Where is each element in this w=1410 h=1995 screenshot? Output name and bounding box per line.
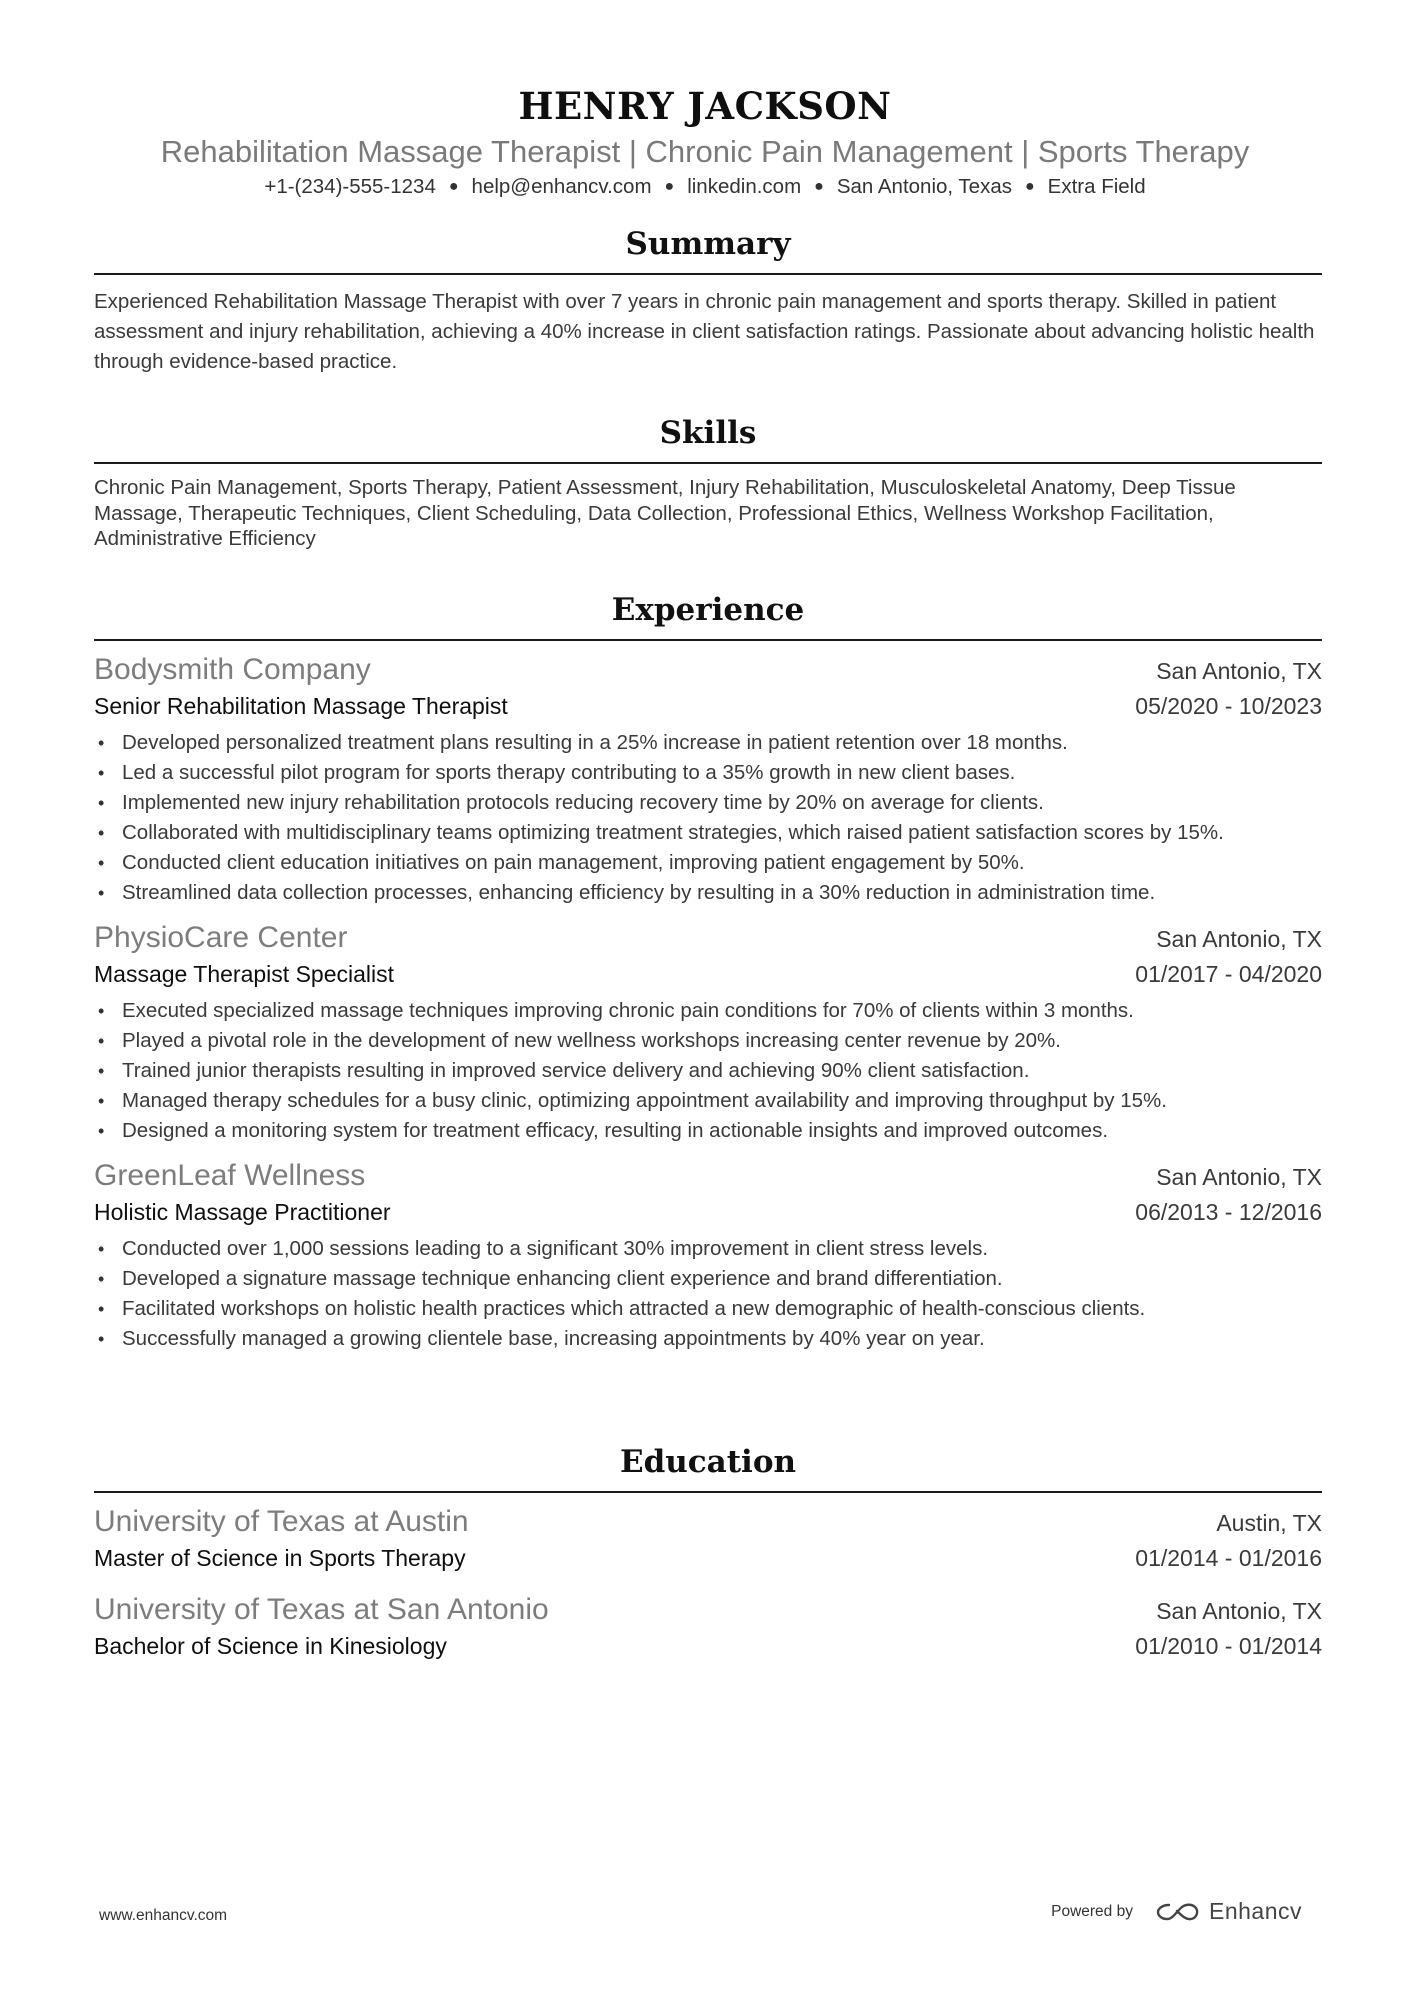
separator-dot-icon: ● xyxy=(1024,178,1035,195)
summary-text: Experienced Rehabilitation Massage Therapist with over 7 years in chronic pain management and sports therapy. Skilled in patient assessment and injury rehabilitation, achieving a 40% increase in client satisfaction ratings. Passionate about advancing holistic health through evidence-based practice. xyxy=(94,290,1315,373)
bullet-icon: • xyxy=(98,1061,105,1081)
company-name: Bodysmith Company xyxy=(94,653,371,686)
experience-title: Experience xyxy=(94,588,1322,641)
list-item: • Conducted over 1,000 sessions leading to a significant 30% improvement in client stress levels. xyxy=(94,1234,1322,1264)
experience-entry xyxy=(94,650,1322,908)
list-item: • Trained junior therapists resulting in improved service delivery and achieving 90% client satisfaction. xyxy=(94,1056,1322,1086)
experience-entry xyxy=(94,1156,1322,1354)
enhancv-logo-icon xyxy=(1155,1900,1201,1924)
experience-section xyxy=(94,588,1322,1354)
bullet-icon: • xyxy=(98,883,105,903)
job-location: San Antonio, TX xyxy=(1156,658,1322,684)
job-title: Senior Rehabilitation Massage Therapist xyxy=(94,693,508,719)
list-item: • Conducted client education initiatives on pain management, improving patient engagement by 50%. xyxy=(94,848,1322,878)
list-item: • Developed a signature massage technique enhancing client experience and brand differentiation. xyxy=(94,1264,1322,1294)
list-item: • Facilitated workshops on holistic health practices which attracted a new demographic of health-conscious clients. xyxy=(94,1294,1322,1324)
job-title: Massage Therapist Specialist xyxy=(94,961,394,987)
skills-section xyxy=(94,411,1322,552)
separator-dot-icon: ● xyxy=(814,178,824,195)
list-item: • Led a successful pilot program for sports therapy contributing to a 35% growth in new client bases. xyxy=(94,758,1322,788)
job-dates: 05/2020 - 10/2023 xyxy=(1135,693,1322,719)
list-item: • Managed therapy schedules for a busy clinic, optimizing appointment availability and improving throughput by 15%. xyxy=(94,1086,1322,1116)
bullet-icon: • xyxy=(98,1269,105,1289)
separator-dot-icon: ● xyxy=(448,178,459,195)
contact-extra: Extra Field xyxy=(1047,175,1146,198)
bullet-icon: • xyxy=(98,793,105,813)
school-name: University of Texas at San Antonio xyxy=(94,1593,549,1626)
separator-dot-icon: ● xyxy=(664,178,675,195)
list-item: • Implemented new injury rehabilitation protocols reducing recovery time by 20% on average for clients. xyxy=(94,788,1322,818)
list-item: • Played a pivotal role in the development of new wellness workshops increasing center revenue by 20%. xyxy=(94,1026,1322,1056)
education-dates: 01/2010 - 01/2014 xyxy=(1135,1633,1322,1659)
summary-title: Summary xyxy=(94,222,1322,275)
list-item: • Executed specialized massage techniques improving chronic pain conditions for 70% of clients within 3 months. xyxy=(94,996,1322,1026)
job-dates: 06/2013 - 12/2016 xyxy=(1135,1199,1322,1225)
contact-email[interactable]: help@enhancv.com xyxy=(471,175,652,198)
contact-linkedin[interactable]: linkedin.com xyxy=(687,175,802,198)
skills-text: Chronic Pain Management, Sports Therapy, Patient Assessment, Injury Rehabilitation, Musculoskeletal Anatomy, Deep Tissue Massage, Therapeutic Techniques, Client Scheduling, Data Collection, Professional Ethics, Wellness Workshop Facilitation, Administrative Efficiency xyxy=(94,476,1236,550)
list-item: • Collaborated with multidisciplinary teams optimizing treatment strategies, which raised patient satisfaction scores by 15%. xyxy=(94,818,1322,848)
experience-entry xyxy=(94,918,1322,1146)
bullet-icon: • xyxy=(98,1239,105,1259)
bullet-icon: • xyxy=(98,1329,105,1349)
bullet-icon: • xyxy=(98,1031,105,1051)
resume-header xyxy=(0,82,1410,201)
powered-by-label: Powered by xyxy=(1051,1902,1133,1920)
bullet-icon: • xyxy=(98,853,105,873)
candidate-headline: Rehabilitation Massage Therapist | Chronic Pain Management | Sports Therapy xyxy=(160,134,1250,169)
skills-title: Skills xyxy=(94,411,1322,464)
school-location: Austin, TX xyxy=(1216,1510,1322,1536)
company-name: PhysioCare Center xyxy=(94,921,348,954)
degree: Master of Science in Sports Therapy xyxy=(94,1545,466,1571)
job-title: Holistic Massage Practitioner xyxy=(94,1199,391,1225)
bullet-icon: • xyxy=(98,733,105,753)
bullet-icon: • xyxy=(98,1001,105,1021)
contact-location: San Antonio, Texas xyxy=(836,175,1012,198)
bullet-icon: • xyxy=(98,1121,105,1141)
job-bullets xyxy=(94,728,1322,908)
education-section xyxy=(94,1440,1322,1662)
bullet-icon: • xyxy=(98,823,105,843)
company-name: GreenLeaf Wellness xyxy=(94,1159,366,1192)
list-item: • Successfully managed a growing clientele base, increasing appointments by 40% year on year. xyxy=(94,1324,1322,1354)
contact-line xyxy=(0,173,1410,201)
job-bullets xyxy=(94,996,1322,1146)
list-item: • Developed personalized treatment plans resulting in a 25% increase in patient retention over 18 months. xyxy=(94,728,1322,758)
brand-name: Enhancv xyxy=(1208,1898,1302,1924)
bullet-icon: • xyxy=(98,1091,105,1111)
contact-phone[interactable]: +1-(234)-555-1234 xyxy=(264,175,436,198)
list-item: • Streamlined data collection processes, enhancing efficiency by resulting in a 30% reduction in administration time. xyxy=(94,878,1322,908)
job-dates: 01/2017 - 04/2020 xyxy=(1135,961,1322,987)
summary-section xyxy=(94,222,1322,377)
education-dates: 01/2014 - 01/2016 xyxy=(1135,1545,1322,1571)
school-location: San Antonio, TX xyxy=(1156,1598,1322,1624)
footer-branding xyxy=(1051,1898,1302,1925)
bullet-icon: • xyxy=(98,1299,105,1319)
education-entry xyxy=(94,1502,1322,1574)
job-bullets xyxy=(94,1234,1322,1354)
degree: Bachelor of Science in Kinesiology xyxy=(94,1633,447,1659)
education-entry xyxy=(94,1590,1322,1662)
list-item: • Designed a monitoring system for treatment efficacy, resulting in actionable insights and improved outcomes. xyxy=(94,1116,1322,1146)
education-title: Education xyxy=(94,1440,1322,1493)
footer-website[interactable]: www.enhancv.com xyxy=(99,1907,228,1924)
bullet-icon: • xyxy=(98,763,105,783)
job-location: San Antonio, TX xyxy=(1156,926,1322,952)
school-name: University of Texas at Austin xyxy=(94,1505,469,1538)
brand-logo[interactable] xyxy=(1155,1898,1302,1925)
job-location: San Antonio, TX xyxy=(1156,1164,1322,1190)
candidate-name: HENRY JACKSON xyxy=(518,84,892,128)
